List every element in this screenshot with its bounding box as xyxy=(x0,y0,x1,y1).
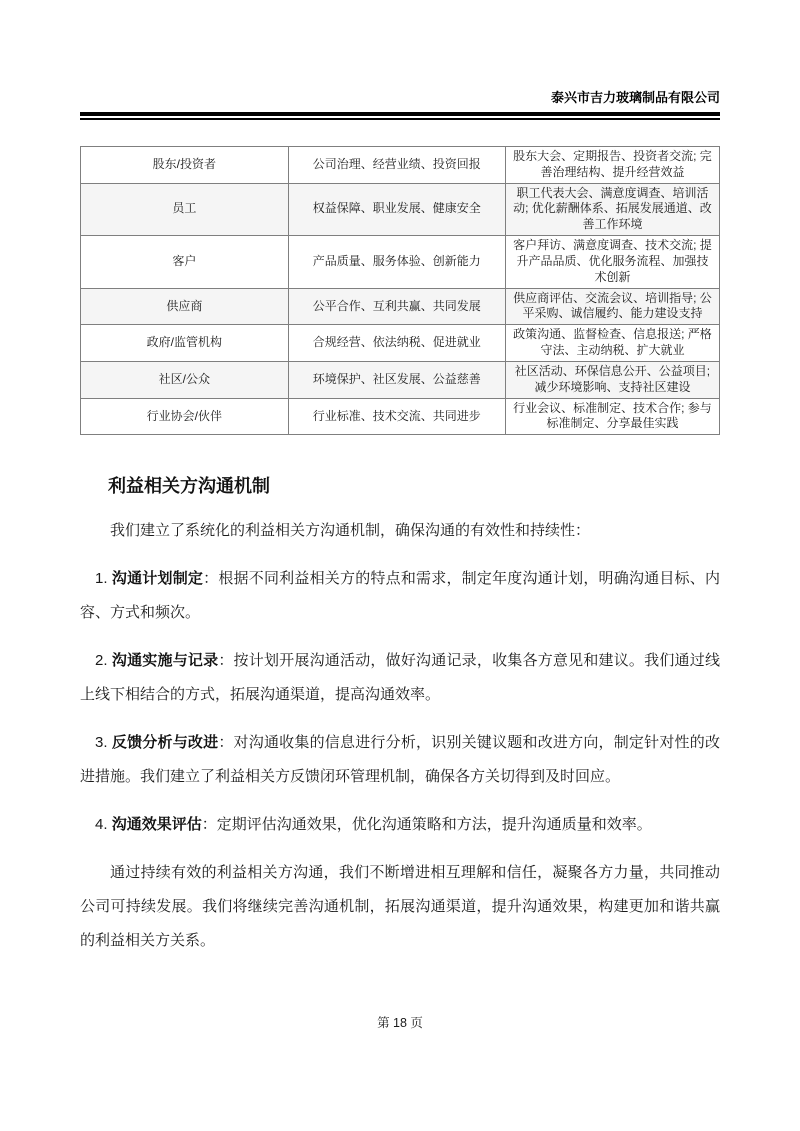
table-row xyxy=(81,398,720,435)
expectations-cell: 行业标准、技术交流、共同进步 xyxy=(288,398,505,435)
table-row xyxy=(81,183,720,235)
table-row xyxy=(81,288,720,325)
expectations-cell: 权益保障、职业发展、健康安全 xyxy=(288,183,505,235)
item-text: ：定期评估沟通效果，优化沟通策略和方法，提升沟通质量和效率。 xyxy=(201,815,652,833)
header-rule xyxy=(80,112,720,120)
comm-item-3 xyxy=(80,726,720,794)
table-row xyxy=(81,147,720,184)
closing-paragraph: 通过持续有效的利益相关方沟通，我们不断增进相互理解和信任，凝聚各方力量，共同推动公司可持续发展。我们将继续完善沟通机制，拓展沟通渠道，提升沟通效果，构建更加和谐共赢的利益相关方关系。 xyxy=(80,863,720,949)
response-cell: 职工代表大会、满意度调查、培训活动; 优化薪酬体系、拓展发展通道、改善工作环境 xyxy=(505,183,719,235)
response-cell: 股东大会、定期报告、投资者交流; 完善治理结构、提升经营效益 xyxy=(505,147,719,184)
item-number: 1. xyxy=(95,569,112,587)
response-cell: 政策沟通、监督检查、信息报送; 严格守法、主动纳税、扩大就业 xyxy=(505,325,719,362)
response-cell: 行业会议、标准制定、技术合作; 参与标准制定、分享最佳实践 xyxy=(505,398,719,435)
item-label: 沟通效果评估 xyxy=(111,815,202,833)
item-text: ：根据不同利益相关方的特点和需求，制定年度沟通计划，明确沟通目标、内容、方式和频次。 xyxy=(80,569,720,621)
section-title: 利益相关方沟通机制 xyxy=(108,476,270,497)
item-number: 2. xyxy=(95,651,112,669)
item-label: 反馈分析与改进 xyxy=(111,733,219,751)
stakeholder-group-cell: 行业协会/伙伴 xyxy=(81,398,289,435)
response-cell: 社区活动、环保信息公开、公益项目; 减少环境影响、支持社区建设 xyxy=(505,361,719,398)
table-row xyxy=(81,361,720,398)
stakeholder-group-cell: 员工 xyxy=(81,183,289,235)
item-text: ：对沟通收集的信息进行分析，识别关键议题和改进方向，制定针对性的改进措施。我们建立了利益相关方反馈闭环管理机制，确保各方关切得到及时回应。 xyxy=(80,733,720,785)
expectations-cell: 合规经营、依法纳税、促进就业 xyxy=(288,325,505,362)
page-number: 第 18 页 xyxy=(377,1016,423,1030)
response-cell: 客户拜访、满意度调查、技术交流; 提升产品品质、优化服务流程、加强技术创新 xyxy=(505,236,719,288)
response-cell: 供应商评估、交流会议、培训指导; 公平采购、诚信履约、能力建设支持 xyxy=(505,288,719,325)
comm-item-2 xyxy=(80,644,720,712)
stakeholder-group-cell: 社区/公众 xyxy=(81,361,289,398)
item-text: ：按计划开展沟通活动，做好沟通记录，收集各方意见和建议。我们通过线上线下相结合的方式，拓展沟通渠道，提高沟通效率。 xyxy=(80,651,720,703)
item-label: 沟通实施与记录 xyxy=(111,651,219,669)
comm-item-4 xyxy=(80,808,720,842)
comm-item-1 xyxy=(80,562,720,630)
item-number: 3. xyxy=(95,733,112,751)
expectations-cell: 公平合作、互利共赢、共同发展 xyxy=(288,288,505,325)
item-label: 沟通计划制定 xyxy=(111,569,204,587)
stakeholder-group-cell: 供应商 xyxy=(81,288,289,325)
item-number: 4. xyxy=(95,815,112,833)
table-row xyxy=(81,325,720,362)
expectations-cell: 产品质量、服务体验、创新能力 xyxy=(288,236,505,288)
section-intro: 我们建立了系统化的利益相关方沟通机制，确保沟通的有效性和持续性： xyxy=(110,521,591,539)
table-row xyxy=(81,236,720,288)
company-name: 泰兴市吉力玻璃制品有限公司 xyxy=(550,90,720,105)
stakeholder-group-cell: 客户 xyxy=(81,236,289,288)
stakeholder-group-cell: 政府/监管机构 xyxy=(81,325,289,362)
page-header xyxy=(80,90,720,120)
stakeholder-group-cell: 股东/投资者 xyxy=(81,147,289,184)
expectations-cell: 公司治理、经营业绩、投资回报 xyxy=(288,147,505,184)
expectations-cell: 环境保护、社区发展、公益慈善 xyxy=(288,361,505,398)
stakeholder-table xyxy=(80,146,720,435)
